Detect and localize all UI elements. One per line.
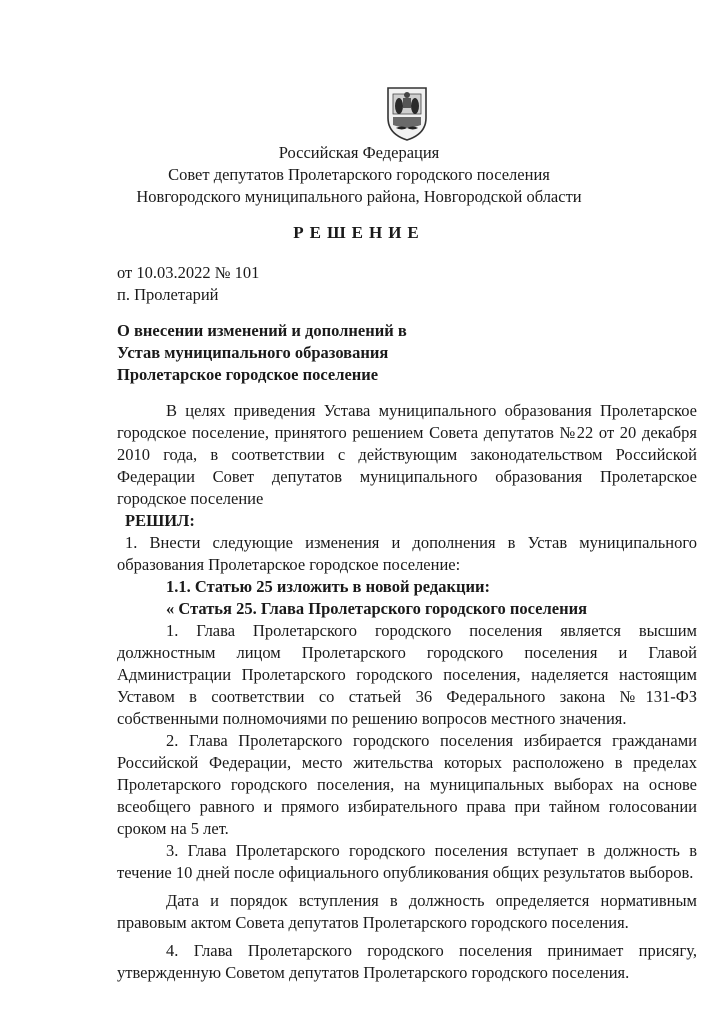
header-region: Новгородского муниципального района, Новгородской области bbox=[136, 187, 582, 206]
subject-line-1: О внесении изменений и дополнений в bbox=[117, 321, 407, 340]
header-country: Российская Федерация bbox=[278, 143, 440, 162]
article-paragraph-3b: Дата и порядок вступления в должность определяется нормативным правовым актом Совета депутатов Пролетарского городского поселения. bbox=[117, 891, 697, 932]
coat-of-arms-icon bbox=[382, 84, 432, 142]
article-title: « Статья 25. Глава Пролетарского городского поселения bbox=[166, 599, 588, 618]
subject-line-2: Устав муниципального образования bbox=[117, 343, 389, 362]
item-1-1-heading: 1.1. Статью 25 изложить в новой редакции: bbox=[166, 577, 491, 596]
article-paragraph-3: 3. Глава Пролетарского городского поселения вступает в должность в течение 10 дней после официального опубликования общих результатов выборов. bbox=[117, 841, 697, 882]
article-paragraph-4: 4. Глава Пролетарского городского поселения принимает присягу, утвержденную Советом депутатов Пролетарского городского поселения. bbox=[117, 941, 697, 982]
resolved-heading: РЕШИЛ: bbox=[125, 511, 195, 530]
article-paragraph-2: 2. Глава Пролетарского городского поселения избирается гражданами Российской Федерации, место жительства которых расположено в пределах Пролетарского городского поселения, на муниципальных выборах на основе всеобщего равного и прямого избирательного права при тайном голосовании сроком на 5 лет. bbox=[117, 731, 697, 838]
subject-line-3: Пролетарское городское поселение bbox=[117, 365, 379, 384]
preamble-paragraph: В целях приведения Устава муниципального образования Пролетарское городское поселение, принятого решением Совета депутатов №22 от 20 декабря 2010 года, в соответствии с действующим законодательством Российской Федерации Совет депутатов муниципального образования Пролетарское городское поселение bbox=[117, 401, 697, 508]
document-body bbox=[117, 400, 697, 984]
item-1-paragraph: 1. Внести следующие изменения и дополнения в Устав муниципального образования Пролетарское городское поселение: bbox=[117, 533, 697, 574]
document-title: РЕШЕНИЕ bbox=[293, 223, 425, 242]
document-subject bbox=[117, 320, 697, 386]
document-date-number: от 10.03.2022 № 101 bbox=[117, 263, 260, 282]
header-council: Совет депутатов Пролетарского городского поселения bbox=[168, 165, 550, 184]
article-paragraph-1: 1. Глава Пролетарского городского поселения является высшим должностным лицом Пролетарского городского поселения и Главой Администрации Пролетарского городского поселения, наделяется настоящим Уставом в соответствии со статьей 36 Федерального закона №131-ФЗ собственными полномочиями по решению вопросов местного значения. bbox=[117, 621, 697, 728]
document-place: п. Пролетарий bbox=[117, 285, 219, 304]
